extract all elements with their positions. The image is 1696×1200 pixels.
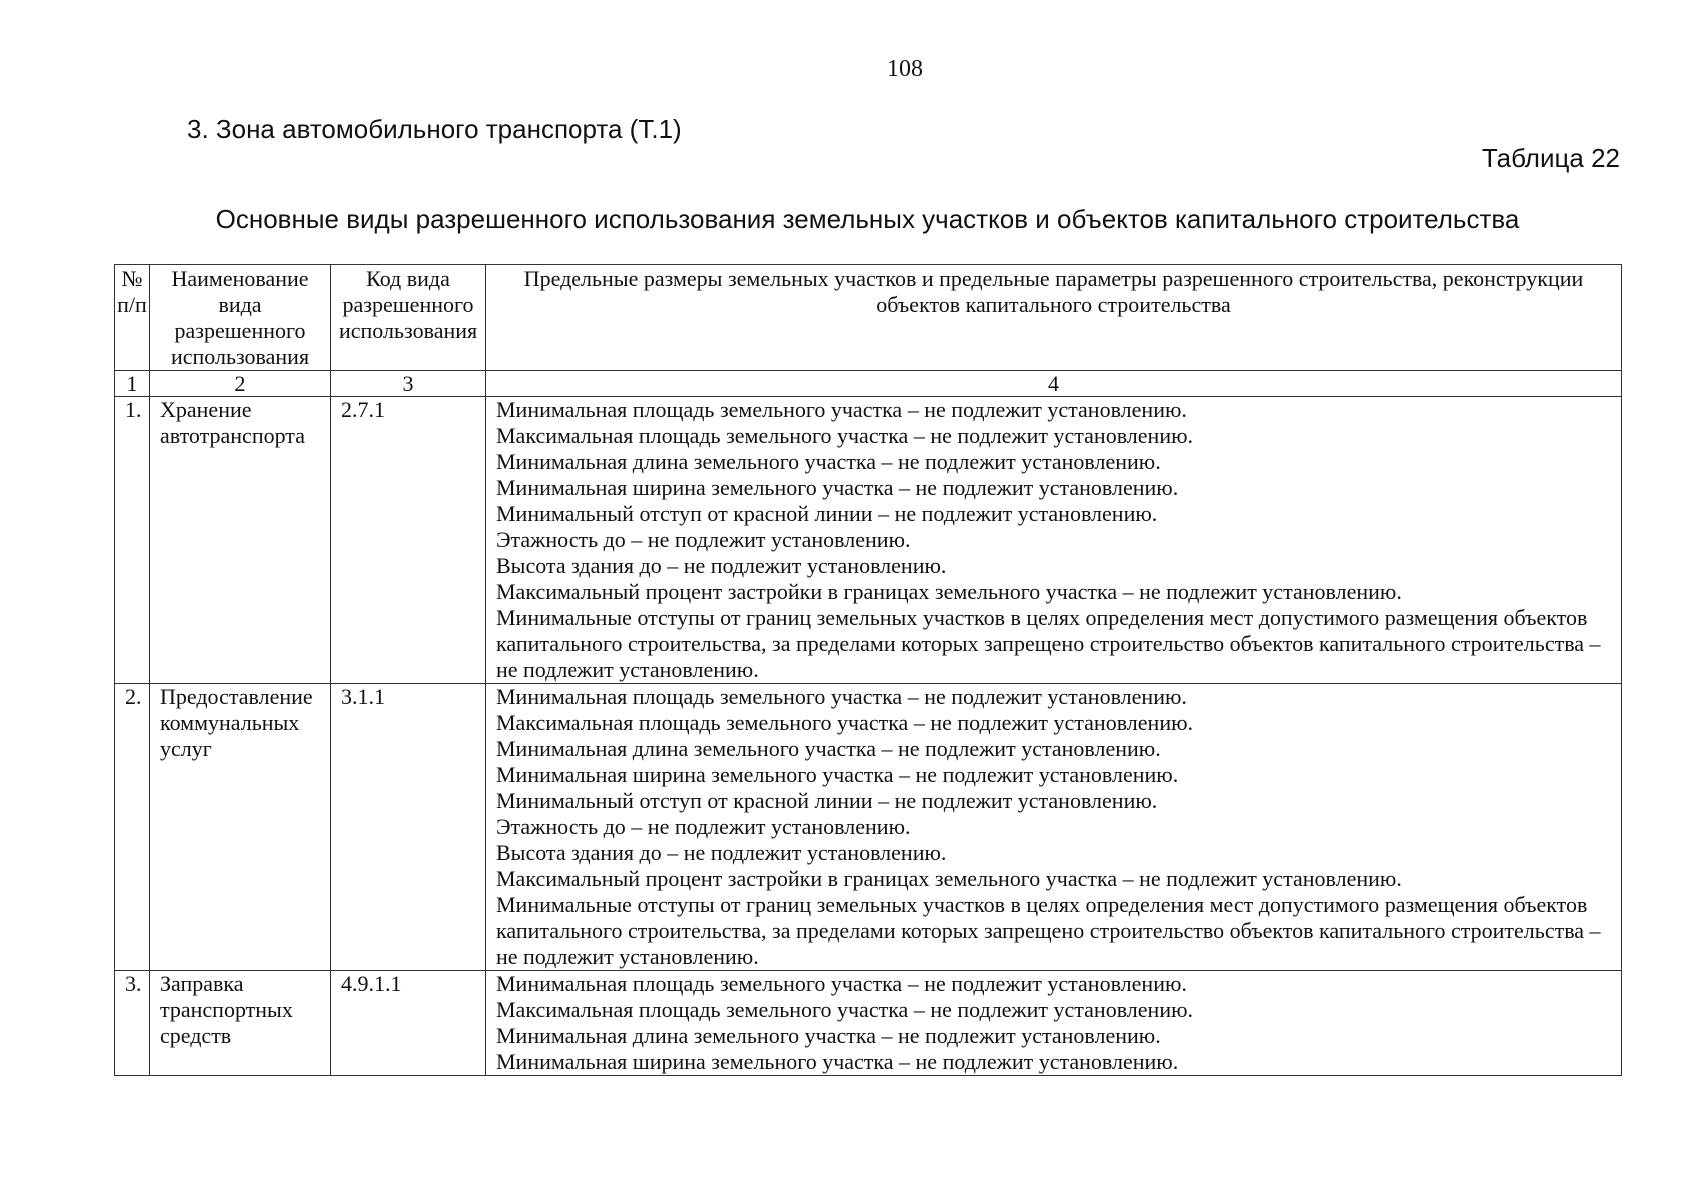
table-header-row: [115, 265, 1622, 371]
use-code: 2.7.1: [331, 397, 486, 684]
table-row: [115, 397, 1622, 684]
column-number: 4: [486, 371, 1622, 397]
parameter-line: Минимальная ширина земельного участка – не подлежит установлению.: [496, 1049, 1179, 1074]
parameter-line: Минимальная площадь земельного участка – не подлежит установлению.: [496, 397, 1187, 422]
parameter-line: Этажность до – не подлежит установлению.: [496, 814, 911, 839]
parameter-line: Этажность до – не подлежит установлению.: [496, 527, 911, 552]
column-number: 1: [115, 371, 150, 397]
table-row: [115, 971, 1622, 1076]
parameter-line: Максимальный процент застройки в границах земельного участка – не подлежит установлению.: [496, 866, 1402, 891]
table-number: Таблица 22: [1481, 143, 1620, 173]
row-number: 3.: [115, 971, 150, 1076]
table-body: [115, 397, 1622, 1076]
column-number: 2: [150, 371, 331, 397]
row-number: 1.: [115, 397, 150, 684]
header-num: № п/п: [115, 265, 150, 371]
column-number: 3: [331, 371, 486, 397]
use-name: Предоставление коммунальных услуг: [150, 684, 331, 971]
use-parameters: [486, 684, 1622, 971]
parameter-line: Минимальная длина земельного участка – не подлежит установлению.: [496, 736, 1161, 761]
use-parameters: [486, 971, 1622, 1076]
parameter-line: Минимальная ширина земельного участка – не подлежит установлению.: [496, 475, 1179, 500]
parameter-line: Минимальная длина земельного участка – не подлежит установлению.: [496, 1023, 1161, 1048]
parameter-line: Высота здания до – не подлежит установлению.: [496, 553, 947, 578]
parameter-line: Минимальный отступ от красной линии – не подлежит установлению.: [496, 501, 1158, 526]
zone-heading: 3. Зона автомобильного транспорта (Т.1): [187, 114, 682, 144]
table-caption: Основные виды разрешенного использования земельных участков и объектов капитального строительства: [215, 204, 1520, 234]
column-number-row: [115, 371, 1622, 397]
parameter-line: Минимальная длина земельного участка – не подлежит установлению.: [496, 449, 1161, 474]
parameter-line: Максимальная площадь земельного участка – не подлежит установлению.: [496, 997, 1194, 1022]
parameter-line: Минимальная площадь земельного участка – не подлежит установлению.: [496, 684, 1187, 709]
use-parameters: [486, 397, 1622, 684]
parameter-line: Минимальные отступы от границ земельных участков в целях определения мест допустимого размещения объектов капитального строительства, за пределами которых запрещено строительство объектов капитального строительства – не подлежит установлению.: [496, 605, 1601, 682]
parameter-line: Максимальная площадь земельного участка – не подлежит установлению.: [496, 710, 1194, 735]
page-number: 108: [887, 56, 923, 82]
row-number: 2.: [115, 684, 150, 971]
use-code: 3.1.1: [331, 684, 486, 971]
parameter-line: Минимальная площадь земельного участка – не подлежит установлению.: [496, 971, 1187, 996]
header-code: Код вида разрешенного использования: [331, 265, 486, 371]
land-use-table: [114, 264, 1622, 1076]
parameter-line: Минимальные отступы от границ земельных участков в целях определения мест допустимого размещения объектов капитального строительства, за пределами которых запрещено строительство объектов капитального строительства – не подлежит установлению.: [496, 892, 1601, 969]
use-name: Заправка транспортных средств: [150, 971, 331, 1076]
parameter-line: Максимальный процент застройки в границах земельного участка – не подлежит установлению.: [496, 579, 1402, 604]
table-row: [115, 684, 1622, 971]
parameter-line: Минимальная ширина земельного участка – не подлежит установлению.: [496, 762, 1179, 787]
header-params: Предельные размеры земельных участков и предельные параметры разрешенного строительства, реконструкции объектов капитального строительства: [486, 265, 1622, 371]
header-name: Наименование вида разрешенного использования: [150, 265, 331, 371]
parameter-line: Максимальная площадь земельного участка – не подлежит установлению.: [496, 423, 1194, 448]
parameter-line: Минимальный отступ от красной линии – не подлежит установлению.: [496, 788, 1158, 813]
use-name: Хранение автотранспорта: [150, 397, 331, 684]
parameter-line: Высота здания до – не подлежит установлению.: [496, 840, 947, 865]
use-code: 4.9.1.1: [331, 971, 486, 1076]
